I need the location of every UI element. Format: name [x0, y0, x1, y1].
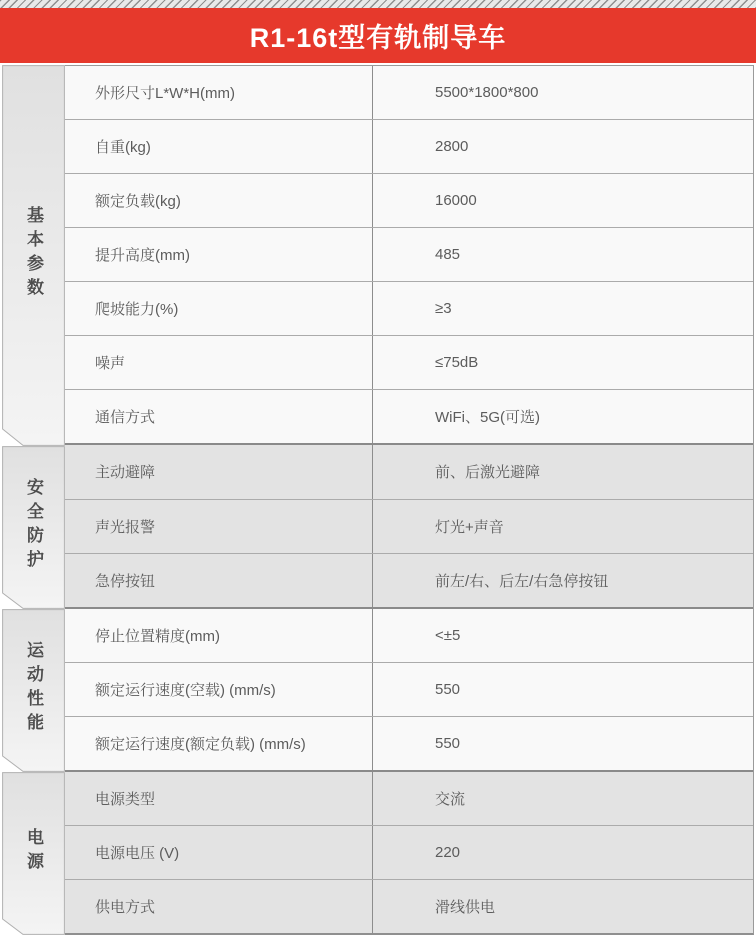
- spec-value: WiFi、5G(可选): [435, 409, 540, 427]
- table-row: [65, 443, 753, 498]
- spec-value: 灯光+声音: [435, 518, 504, 536]
- hatch-border-strip: [0, 0, 756, 8]
- spec-name: 电源电压 (V): [65, 826, 373, 879]
- spec-rows: [65, 65, 754, 935]
- spec-value: 220: [435, 843, 461, 861]
- category-label: 运动性能: [24, 640, 43, 737]
- spec-name: 自重(kg): [65, 120, 373, 173]
- category-label: 基本参数: [24, 205, 43, 302]
- spec-value: <±5: [435, 626, 461, 644]
- table-row: [65, 119, 753, 173]
- category-ribbon-power: [2, 772, 65, 935]
- spec-value: 550: [435, 734, 461, 752]
- spec-value: ≥3: [435, 300, 452, 318]
- spec-value: 5500*1800*800: [435, 84, 539, 102]
- spec-name: 额定运行速度(额定负载) (mm/s): [65, 717, 373, 770]
- category-ribbon-basic-params: [2, 65, 65, 446]
- spec-name: 噪声: [65, 336, 373, 389]
- table-row: [65, 662, 753, 716]
- table-row: [65, 499, 753, 553]
- spec-value: 2800: [435, 138, 469, 156]
- spec-value: 交流: [435, 790, 466, 808]
- table-row: [65, 281, 753, 335]
- spec-value: 485: [435, 246, 461, 264]
- spec-name: 爬坡能力(%): [65, 282, 373, 335]
- table-row: [65, 770, 753, 825]
- spec-name: 声光报警: [65, 500, 373, 553]
- table-row: [65, 716, 753, 770]
- table-row: [65, 825, 753, 879]
- spec-name: 额定负载(kg): [65, 174, 373, 227]
- category-ribbon-motion: [2, 609, 65, 772]
- page-title: R1-16t型有轨制导车: [249, 23, 507, 53]
- table-row: [65, 553, 753, 607]
- spec-name: 通信方式: [65, 390, 373, 443]
- spec-name: 急停按钮: [65, 554, 373, 607]
- spec-value: 550: [435, 680, 461, 698]
- spec-name: 额定运行速度(空载) (mm/s): [65, 663, 373, 716]
- table-row: [65, 879, 753, 933]
- spec-value: 16000: [435, 192, 477, 210]
- table-row: [65, 173, 753, 227]
- category-sidebar: [0, 65, 65, 935]
- spec-name: 提升高度(mm): [65, 228, 373, 281]
- spec-name: 电源类型: [65, 772, 373, 825]
- category-label: 安全防护: [24, 477, 43, 574]
- spec-name: 停止位置精度(mm): [65, 609, 373, 662]
- spec-value: 前左/右、后左/右急停按钮: [435, 572, 609, 590]
- spec-name: 供电方式: [65, 880, 373, 933]
- category-label: 电源: [24, 827, 43, 876]
- spec-value: 滑线供电: [435, 898, 496, 916]
- spec-value: 前、后激光避障: [435, 464, 541, 482]
- table-row: [65, 607, 753, 662]
- table-row: [65, 389, 753, 443]
- table-row: [65, 66, 753, 119]
- category-ribbon-safety: [2, 446, 65, 609]
- spec-value: ≤75dB: [435, 354, 479, 372]
- table-row: [65, 335, 753, 389]
- spec-name: 外形尺寸L*W*H(mm): [65, 66, 373, 119]
- spec-table: [0, 65, 756, 935]
- title-bar: [0, 8, 756, 63]
- table-row: [65, 227, 753, 281]
- spec-name: 主动避障: [65, 445, 373, 498]
